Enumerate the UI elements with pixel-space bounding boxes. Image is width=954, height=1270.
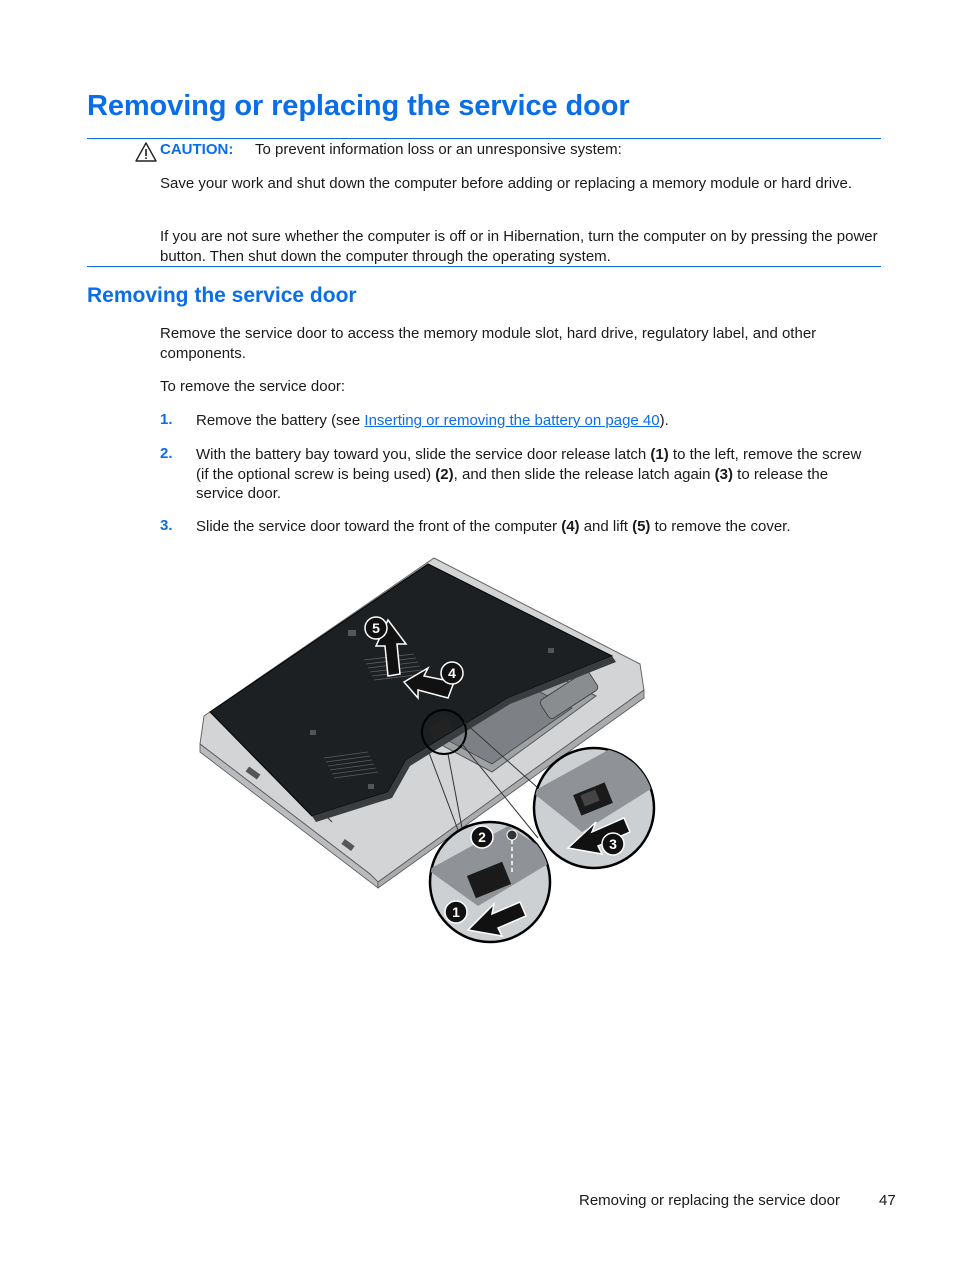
step-1-text-end: ). [659, 412, 669, 429]
callout-1 [445, 901, 467, 923]
detail-magnifier-latch-release [532, 748, 662, 868]
caution-paragraph-1: Save your work and shut down the computer before adding or replacing a memory module or hard drive. [160, 175, 853, 192]
caution-box [87, 138, 881, 267]
step-1-text [196, 411, 876, 431]
svg-text:2: 2 [478, 829, 486, 845]
battery-link[interactable]: Inserting or removing the battery on page 40 [364, 412, 660, 429]
step-number-2: 2. [160, 445, 173, 462]
step-number-3: 3. [160, 517, 173, 534]
step-3-callout-5: (5) [632, 518, 651, 535]
svg-text:5: 5 [372, 620, 380, 636]
step-2-part-4: to release the service door. [196, 465, 829, 502]
caution-lead: To prevent information loss or an unresponsive system: [255, 141, 622, 158]
step-number-1: 1. [160, 411, 173, 428]
section-title: Removing the service door [87, 284, 357, 307]
caution-label: CAUTION: [160, 141, 234, 158]
callout-3 [602, 833, 624, 855]
caution-paragraph-2: If you are not sure whether the computer is off or in Hibernation, turn the computer on by pressing the power button. Then shut down the computer through the operating system. [160, 228, 878, 265]
intro-paragraph: Remove the service door to access the memory module slot, hard drive, regulatory label, and other components. [160, 325, 817, 362]
step-3-part-3: to remove the cover. [650, 518, 791, 535]
step-3-part-2: and lift [579, 518, 633, 535]
svg-text:1: 1 [452, 904, 460, 920]
step-2-part-3: , and then slide the release latch again [453, 465, 715, 483]
page-title: Removing or replacing the service door [87, 90, 630, 122]
service-door-illustration [192, 552, 662, 948]
callout-4 [441, 662, 463, 684]
callout-2 [471, 826, 493, 848]
footer-chapter-title: Removing or replacing the service door [579, 1192, 840, 1209]
step-3-part-1: Slide the service door toward the front of the computer [196, 518, 562, 535]
step-2-part-1: With the battery bay toward you, slide the service door release latch [196, 446, 651, 463]
steps-lead: To remove the service door: [160, 378, 346, 395]
warning-icon [135, 142, 157, 162]
step-3-text [196, 517, 876, 537]
callout-5 [365, 617, 387, 639]
step-2-part-2: to the left, remove the screw (if the optional screw is being used) [196, 446, 862, 483]
footer-page-number: 47 [879, 1192, 896, 1209]
step-2-callout-1: (1) [650, 446, 669, 463]
step-2-text [196, 445, 876, 504]
step-2-callout-2: (2) [435, 465, 454, 483]
step-3-callout-4: (4) [561, 518, 580, 535]
svg-text:4: 4 [448, 665, 456, 681]
step-1-text-start: Remove the battery (see [196, 412, 365, 429]
svg-text:3: 3 [609, 836, 617, 852]
step-2-callout-3: (3) [714, 465, 733, 483]
